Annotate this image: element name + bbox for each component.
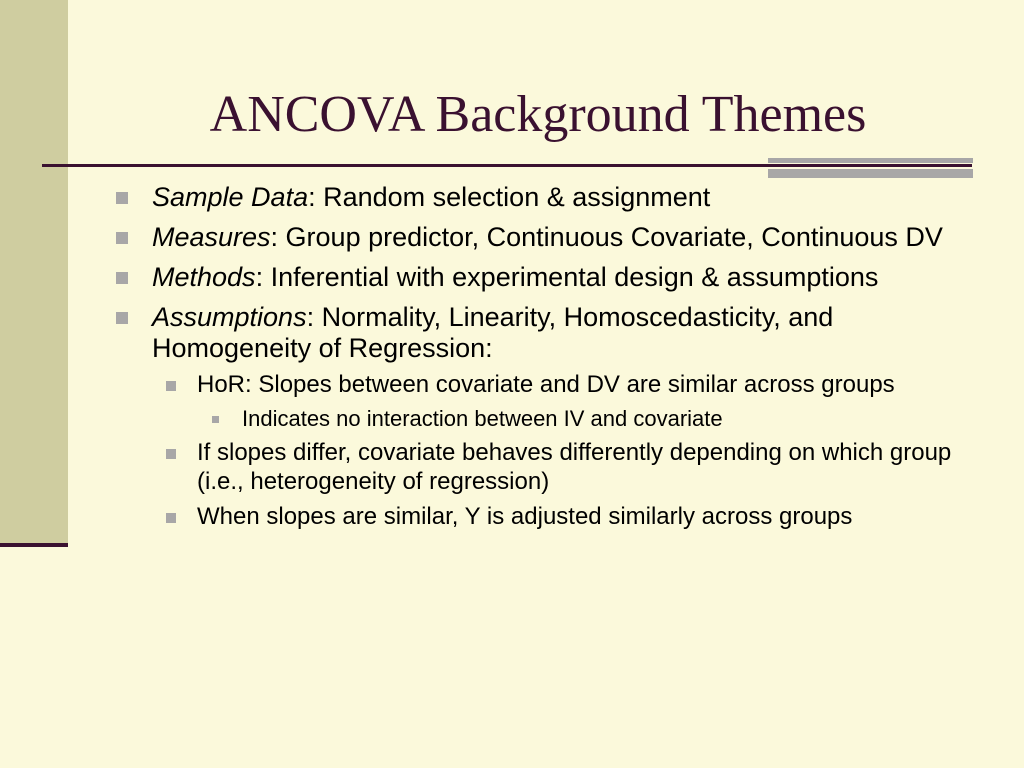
accent-bar-top	[768, 158, 973, 163]
sub-bullet-slopes-differ	[114, 438, 994, 496]
left-decorative-band	[0, 0, 68, 545]
slide-bullet-list	[114, 180, 994, 531]
sub-sub-bullet-text: Indicates no interaction between IV and covariate	[242, 406, 723, 431]
left-decorative-rule	[0, 543, 68, 547]
title-underline-rule	[42, 164, 972, 167]
bullet-measures	[114, 222, 994, 253]
square-bullet-icon	[166, 381, 176, 391]
square-bullet-icon	[116, 192, 128, 204]
bullet-term: Methods	[152, 262, 256, 292]
bullet-text: : Random selection & assignment	[308, 182, 711, 212]
sub-bullet-hor	[114, 370, 994, 399]
square-bullet-icon	[116, 312, 128, 324]
square-bullet-icon	[116, 232, 128, 244]
slide-title: ANCOVA Background Themes	[209, 86, 867, 143]
sub-bullet-text: When slopes are similar, Y is adjusted similarly across groups	[197, 503, 853, 530]
bullet-term: Measures	[152, 222, 271, 252]
square-bullet-icon	[212, 416, 219, 423]
bullet-term: Assumptions	[152, 302, 307, 332]
sub-sub-bullet-interaction	[114, 405, 994, 432]
bullet-methods	[114, 262, 994, 293]
bullet-assumptions	[114, 302, 994, 364]
bullet-term: Sample Data	[152, 182, 309, 212]
square-bullet-icon	[166, 513, 176, 523]
square-bullet-icon	[116, 272, 128, 284]
bullet-text: : Inferential with experimental design & assumptions	[255, 262, 879, 292]
accent-bar-bottom	[768, 169, 973, 178]
bullet-text: : Normality, Linearity, Homoscedasticity, and Homogeneity of Regression:	[152, 302, 834, 363]
sub-bullet-text: If slopes differ, covariate behaves differently depending on which group (i.e., heterogeneity of regression)	[197, 439, 952, 495]
square-bullet-icon	[166, 449, 176, 459]
sub-bullet-text: HoR: Slopes between covariate and DV are similar across groups	[197, 371, 895, 398]
sub-bullet-slopes-similar	[114, 502, 994, 531]
bullet-sample-data	[114, 182, 994, 213]
bullet-text: : Group predictor, Continuous Covariate, Continuous DV	[270, 222, 943, 252]
